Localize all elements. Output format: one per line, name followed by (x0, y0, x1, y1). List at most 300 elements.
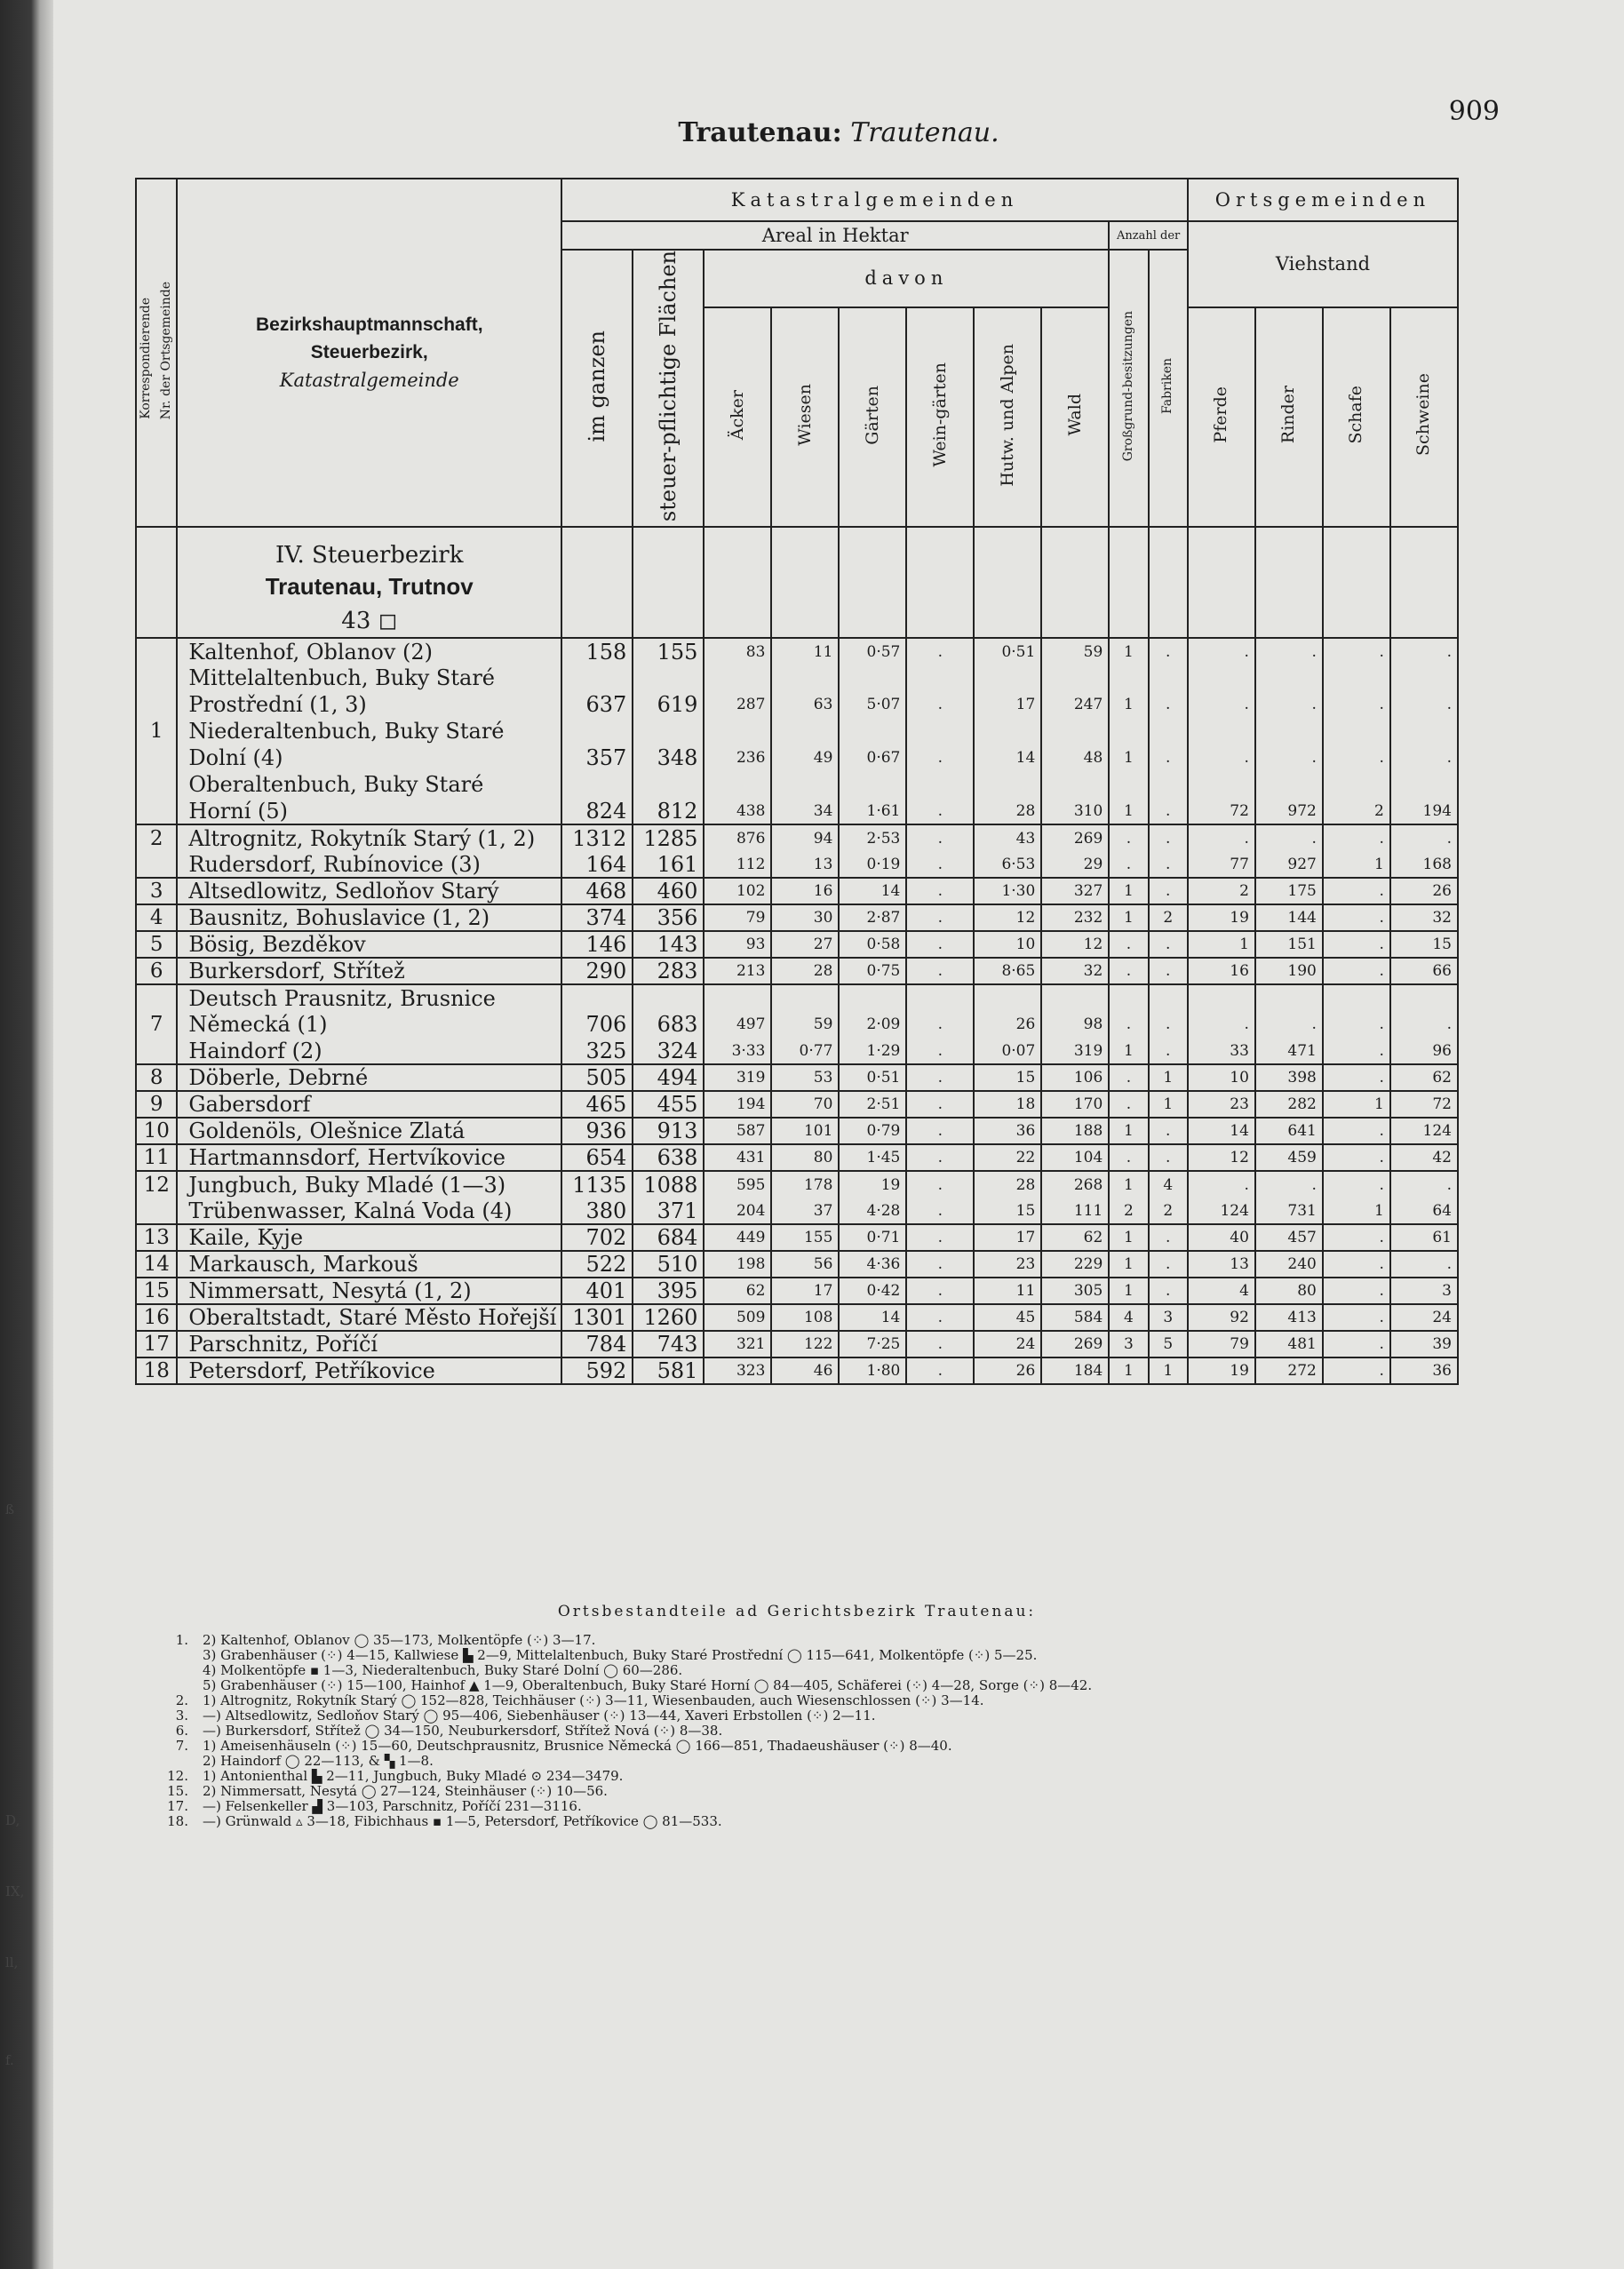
row-cell: . (906, 691, 974, 718)
col-gaerten: Gärten (839, 307, 906, 527)
row-cell: 15 (974, 1198, 1041, 1224)
row-cell: 16 (1188, 958, 1255, 984)
row-name: Mittelaltenbuch, Buky Staré (177, 665, 561, 691)
table-row (136, 1118, 1458, 1144)
row-cell: 14 (974, 744, 1041, 771)
row-cell: . (1109, 1011, 1148, 1038)
row-cell: 146 (561, 931, 633, 958)
row-cell: . (906, 1091, 974, 1118)
row-cell (633, 665, 704, 691)
row-cell: 1 (1109, 1224, 1148, 1251)
row-cell: 319 (1041, 1038, 1109, 1064)
row-cell: 14 (839, 1304, 906, 1331)
row-cell: 80 (1255, 1278, 1323, 1304)
row-name: Bösig, Bezděkov (177, 931, 561, 958)
row-cell: . (1149, 744, 1188, 771)
row-cell (1255, 665, 1323, 691)
row-cell: 587 (704, 1118, 771, 1144)
row-cell: 356 (633, 904, 704, 931)
row-cell (1323, 984, 1390, 1011)
row-cell: 66 (1390, 958, 1458, 984)
row-name: Altrognitz, Rokytník Starý (1, 2) (177, 824, 561, 851)
row-cell: 8·65 (974, 958, 1041, 984)
row-cell: . (1323, 1038, 1390, 1064)
row-cell: 1 (1149, 1064, 1188, 1091)
row-cell (633, 718, 704, 744)
footnote-line (153, 1784, 1441, 1799)
row-cell: 0·19 (839, 851, 906, 878)
footnote-line (153, 1693, 1441, 1708)
row-cell: 27 (771, 931, 839, 958)
col-rinder: Rinder (1255, 307, 1323, 527)
row-number: 6 (136, 958, 177, 984)
row-cell: . (906, 1331, 974, 1357)
footnote-number: 15. (167, 1783, 188, 1799)
row-cell: 112 (704, 851, 771, 878)
row-cell: 272 (1255, 1357, 1323, 1384)
footnote-number (153, 1678, 203, 1693)
col-grossgrund: Großgrund-besitzungen (1109, 250, 1148, 527)
row-cell (1188, 771, 1255, 798)
footnote-number (153, 1754, 203, 1769)
row-cell: 2 (1188, 878, 1255, 904)
col-aecker: Äcker (704, 307, 771, 527)
row-cell (704, 771, 771, 798)
row-cell: 348 (633, 744, 704, 771)
row-cell (1149, 665, 1188, 691)
footnote-number: 18. (167, 1813, 188, 1829)
statistics-table (135, 178, 1459, 1385)
row-cell: 83 (704, 638, 771, 665)
row-cell: . (1149, 1224, 1188, 1251)
gutter-mark: ll, (5, 1955, 19, 1970)
row-cell: 380 (561, 1198, 633, 1224)
row-cell: . (1149, 1038, 1188, 1064)
row-cell: . (1149, 691, 1188, 718)
row-cell: 398 (1255, 1064, 1323, 1091)
table-row (136, 1224, 1458, 1251)
row-cell: 45 (974, 1304, 1041, 1331)
header-areal: Areal in Hektar (561, 221, 1109, 250)
row-cell: 26 (1390, 878, 1458, 904)
row-cell: . (1323, 958, 1390, 984)
row-cell (906, 984, 974, 1011)
row-cell (561, 718, 633, 744)
row-cell: 158 (561, 638, 633, 665)
header-korr: Korrespondierende (139, 298, 154, 420)
row-cell: 1·29 (839, 1038, 906, 1064)
row-cell: . (1323, 1278, 1390, 1304)
row-number: 10 (136, 1118, 177, 1144)
footnote-text: 1) Antonienthal ▙ 2—11, Jungbuch, Buky Mladé ⊙ 234—3479. (203, 1769, 624, 1784)
footnote-line (153, 1663, 1441, 1678)
row-cell (906, 771, 974, 798)
row-cell: 1 (1323, 1198, 1390, 1224)
row-name: Bausnitz, Bohuslavice (1, 2) (177, 904, 561, 931)
row-cell: 1 (1109, 1278, 1148, 1304)
row-cell: 11 (974, 1278, 1041, 1304)
row-cell: . (1323, 1064, 1390, 1091)
footnote-text: 5) Grabenhäuser (⁘) 15—100, Hainhof ▲ 1—9, Oberaltenbuch, Buky Staré Horní ◯ 84—405, Schäferei (⁘) 4—28, Sorge (⁘) 8—42. (203, 1678, 1093, 1693)
row-name: Prostřední (1, 3) (177, 691, 561, 718)
row-cell: . (1149, 878, 1188, 904)
row-cell: 144 (1255, 904, 1323, 931)
row-cell: 619 (633, 691, 704, 718)
row-cell: 194 (1390, 798, 1458, 824)
row-cell: 42 (1390, 1144, 1458, 1171)
row-name: Trübenwasser, Kalná Voda (4) (177, 1198, 561, 1224)
row-cell: 1 (1109, 904, 1148, 931)
footnote-line (153, 1739, 1441, 1754)
row-cell: 1·30 (974, 878, 1041, 904)
row-cell: . (1109, 1091, 1148, 1118)
row-cell: 1·45 (839, 1144, 906, 1171)
row-cell: 204 (704, 1198, 771, 1224)
row-cell (771, 665, 839, 691)
row-cell: 2·09 (839, 1011, 906, 1038)
row-cell: 23 (1188, 1091, 1255, 1118)
row-cell: 7·25 (839, 1331, 906, 1357)
row-cell: . (906, 638, 974, 665)
row-cell (974, 665, 1041, 691)
footnotes-lines (153, 1633, 1441, 1829)
row-cell: 4 (1188, 1278, 1255, 1304)
row-cell: . (1149, 851, 1188, 878)
row-cell: 16 (771, 878, 839, 904)
row-cell: 1 (1109, 1251, 1148, 1278)
section-steuerbezirk: IV. Steuerbezirk (177, 527, 561, 569)
row-cell: . (1188, 638, 1255, 665)
row-cell (1390, 718, 1458, 744)
row-cell: 143 (633, 931, 704, 958)
row-number: 13 (136, 1224, 177, 1251)
row-number (136, 798, 177, 824)
row-cell: 29 (1041, 851, 1109, 878)
row-cell: 305 (1041, 1278, 1109, 1304)
row-cell: 28 (974, 1171, 1041, 1198)
row-cell (1255, 718, 1323, 744)
row-cell (839, 771, 906, 798)
row-cell: 0·77 (771, 1038, 839, 1064)
row-cell: . (1323, 1331, 1390, 1357)
row-cell: 3·33 (704, 1038, 771, 1064)
row-cell: . (1323, 1118, 1390, 1144)
row-cell: 413 (1255, 1304, 1323, 1331)
row-cell: 505 (561, 1064, 633, 1091)
row-name: Horní (5) (177, 798, 561, 824)
row-cell: 2·87 (839, 904, 906, 931)
row-cell (1390, 771, 1458, 798)
row-cell: 30 (771, 904, 839, 931)
row-cell: 39 (1390, 1331, 1458, 1357)
row-cell: 824 (561, 798, 633, 824)
row-cell: 0·51 (974, 638, 1041, 665)
row-number: 15 (136, 1278, 177, 1304)
row-cell: . (1109, 851, 1148, 878)
row-cell: 1260 (633, 1304, 704, 1331)
row-cell: . (1188, 1011, 1255, 1038)
row-cell: 240 (1255, 1251, 1323, 1278)
row-cell (561, 771, 633, 798)
section-header-row (136, 604, 1458, 638)
row-cell: . (906, 824, 974, 851)
gutter-mark: D, (5, 1812, 20, 1828)
row-cell (839, 665, 906, 691)
row-name: Kaltenhof, Oblanov (2) (177, 638, 561, 665)
table-row (136, 665, 1458, 691)
footnote-number (153, 1648, 203, 1663)
row-number (136, 1038, 177, 1064)
footnote-number: 7. (175, 1738, 188, 1754)
footnotes-title: Ortsbestandteile ad Gerichtsbezirk Trautenau: (557, 1603, 1037, 1620)
footnote-text: 1) Ameisenhäuseln (⁘) 15—60, Deutschprausnitz, Brusnice Německá ◯ 166—851, Thadaeushäuser (⁘) 8—40. (203, 1739, 952, 1754)
header-davon: davon (704, 250, 1109, 307)
row-cell: 40 (1188, 1224, 1255, 1251)
row-number: 1 (136, 718, 177, 744)
row-cell: 247 (1041, 691, 1109, 718)
row-cell: . (906, 744, 974, 771)
row-name: Parschnitz, Poříčí (177, 1331, 561, 1357)
row-name: Goldenöls, Olešnice Zlatá (177, 1118, 561, 1144)
row-cell: 1 (1109, 1171, 1148, 1198)
row-cell: 229 (1041, 1251, 1109, 1278)
row-cell: 1 (1109, 691, 1148, 718)
row-cell: 455 (633, 1091, 704, 1118)
row-cell: 584 (1041, 1304, 1109, 1331)
row-cell: 327 (1041, 878, 1109, 904)
row-cell: . (906, 878, 974, 904)
row-cell: 1312 (561, 824, 633, 851)
row-cell: 325 (561, 1038, 633, 1064)
row-cell (1255, 984, 1323, 1011)
row-cell: 0·67 (839, 744, 906, 771)
row-cell (1149, 771, 1188, 798)
row-cell: 1 (1149, 1357, 1188, 1384)
row-cell: . (1323, 1251, 1390, 1278)
col-wiesen: Wiesen (771, 307, 839, 527)
row-cell (1188, 984, 1255, 1011)
row-cell: . (906, 958, 974, 984)
row-cell: 0·57 (839, 638, 906, 665)
row-cell: . (1188, 744, 1255, 771)
row-cell: 64 (1390, 1198, 1458, 1224)
row-cell: 4 (1149, 1171, 1188, 1198)
row-cell: . (1390, 1011, 1458, 1038)
row-cell: 0·58 (839, 931, 906, 958)
row-number: 18 (136, 1357, 177, 1384)
page-title (53, 117, 1624, 148)
row-number: 11 (136, 1144, 177, 1171)
section-header-row (136, 527, 1458, 569)
row-name: Döberle, Debrné (177, 1064, 561, 1091)
row-cell: 188 (1041, 1118, 1109, 1144)
row-cell (771, 771, 839, 798)
row-cell: 108 (771, 1304, 839, 1331)
row-number: 12 (136, 1171, 177, 1198)
row-cell: 96 (1390, 1038, 1458, 1064)
row-cell: 24 (974, 1331, 1041, 1357)
row-cell: 268 (1041, 1171, 1109, 1198)
row-cell: 374 (561, 904, 633, 931)
footnote-number: 2. (175, 1692, 188, 1708)
table-row (136, 878, 1458, 904)
row-cell: 122 (771, 1331, 839, 1357)
table-row (136, 638, 1458, 665)
row-cell: 1 (1109, 1357, 1148, 1384)
col-im-ganzen: im ganzen (561, 250, 633, 527)
row-cell: . (1255, 824, 1323, 851)
row-cell: 14 (839, 878, 906, 904)
row-cell (1041, 718, 1109, 744)
section-name: Trautenau, Trutnov (177, 569, 561, 604)
row-number: 8 (136, 1064, 177, 1091)
table-row (136, 1064, 1458, 1091)
row-cell: . (906, 1118, 974, 1144)
row-cell: 155 (633, 638, 704, 665)
row-cell (704, 718, 771, 744)
row-cell: 62 (1390, 1064, 1458, 1091)
row-cell: 471 (1255, 1038, 1323, 1064)
row-cell: . (1149, 798, 1188, 824)
row-cell: 70 (771, 1091, 839, 1118)
row-cell (1188, 665, 1255, 691)
row-cell: . (1323, 638, 1390, 665)
row-cell (839, 718, 906, 744)
row-cell: 460 (633, 878, 704, 904)
footnote-line (153, 1724, 1441, 1739)
table-row (136, 984, 1458, 1011)
row-cell: 17 (974, 691, 1041, 718)
row-cell: 168 (1390, 851, 1458, 878)
row-cell: . (1255, 1011, 1323, 1038)
row-number: 9 (136, 1091, 177, 1118)
row-cell (771, 984, 839, 1011)
row-cell: . (1149, 638, 1188, 665)
row-cell: 198 (704, 1251, 771, 1278)
row-cell: 6·53 (974, 851, 1041, 878)
table-row (136, 691, 1458, 718)
footnotes (153, 1603, 1441, 1829)
row-cell: 1 (1109, 744, 1148, 771)
row-cell: 1 (1109, 1118, 1148, 1144)
row-name: Rudersdorf, Rubínovice (3) (177, 851, 561, 878)
row-cell: 5·07 (839, 691, 906, 718)
row-cell: 2·51 (839, 1091, 906, 1118)
row-number (136, 638, 177, 665)
row-name: Oberaltenbuch, Buky Staré (177, 771, 561, 798)
row-cell: 11 (771, 638, 839, 665)
row-cell: . (1390, 638, 1458, 665)
row-cell: . (906, 1224, 974, 1251)
row-cell (839, 984, 906, 1011)
table-row (136, 1091, 1458, 1118)
row-cell: 80 (771, 1144, 839, 1171)
row-cell: 1 (1109, 1038, 1148, 1064)
row-cell: . (1390, 1171, 1458, 1198)
footnote-number: 12. (167, 1768, 188, 1784)
row-cell: 876 (704, 824, 771, 851)
row-cell: 784 (561, 1331, 633, 1357)
row-cell: 1088 (633, 1171, 704, 1198)
col-wald: Wald (1041, 307, 1109, 527)
row-cell: 581 (633, 1357, 704, 1384)
footnote-line (153, 1754, 1441, 1769)
row-cell: . (1390, 744, 1458, 771)
row-cell: 683 (633, 1011, 704, 1038)
row-cell (1188, 718, 1255, 744)
table-row (136, 851, 1458, 878)
row-cell: 36 (1390, 1357, 1458, 1384)
footnote-line (153, 1633, 1441, 1648)
table-row (136, 931, 1458, 958)
row-cell: 43 (974, 824, 1041, 851)
row-cell: 1·80 (839, 1357, 906, 1384)
header-anzahl: Anzahl der (1109, 221, 1188, 250)
row-cell (974, 771, 1041, 798)
row-cell: . (1255, 744, 1323, 771)
row-cell: 124 (1188, 1198, 1255, 1224)
row-cell: 28 (974, 798, 1041, 824)
row-cell (1041, 771, 1109, 798)
footnote-text: 1) Altrognitz, Rokytník Starý ◯ 152—828, Teichhäuser (⁘) 3—11, Wiesenbauden, auch Wiesenschlossen (⁘) 3—14. (203, 1693, 984, 1708)
row-cell (1323, 718, 1390, 744)
row-number: 7 (136, 1011, 177, 1038)
row-cell: . (1188, 691, 1255, 718)
row-cell: 0·75 (839, 958, 906, 984)
row-cell: 10 (974, 931, 1041, 958)
row-cell: . (1323, 1144, 1390, 1171)
row-cell: 53 (771, 1064, 839, 1091)
col-steuerpflichtige: steuer-pflichtige Flächen (633, 250, 704, 527)
header-bezirk-line3: Katastralgemeinde (279, 369, 459, 391)
row-cell: 77 (1188, 851, 1255, 878)
row-cell: 46 (771, 1357, 839, 1384)
row-cell: 0·42 (839, 1278, 906, 1304)
row-cell: 15 (1390, 931, 1458, 958)
gutter-mark: f. (5, 2052, 14, 2068)
row-name: Niederaltenbuch, Buky Staré (177, 718, 561, 744)
row-cell: 1 (1109, 798, 1148, 824)
row-cell: 72 (1188, 798, 1255, 824)
row-cell (906, 718, 974, 744)
footnote-text: —) Grünwald ▵ 3—18, Fibichhaus ▪ 1—5, Petersdorf, Petříkovice ◯ 81—533. (203, 1814, 722, 1829)
row-cell: 1135 (561, 1171, 633, 1198)
row-name: Německá (1) (177, 1011, 561, 1038)
footnote-number: 6. (175, 1723, 188, 1739)
row-cell (771, 718, 839, 744)
row-cell: . (1255, 691, 1323, 718)
row-cell: 468 (561, 878, 633, 904)
row-cell: . (1188, 824, 1255, 851)
row-cell (1109, 665, 1148, 691)
row-cell: . (1188, 1171, 1255, 1198)
row-cell (1390, 665, 1458, 691)
row-cell: 26 (974, 1357, 1041, 1384)
row-cell (561, 665, 633, 691)
row-number (136, 691, 177, 718)
row-cell: 94 (771, 824, 839, 851)
row-cell: 269 (1041, 824, 1109, 851)
col-schafe: Schafe (1323, 307, 1390, 527)
row-cell (1255, 771, 1323, 798)
row-cell: 175 (1255, 878, 1323, 904)
row-cell: . (906, 1038, 974, 1064)
row-cell: 59 (771, 1011, 839, 1038)
row-cell: . (1390, 824, 1458, 851)
row-cell: 23 (974, 1251, 1041, 1278)
row-cell: . (906, 851, 974, 878)
row-name: Altsedlowitz, Sedloňov Starý (177, 878, 561, 904)
